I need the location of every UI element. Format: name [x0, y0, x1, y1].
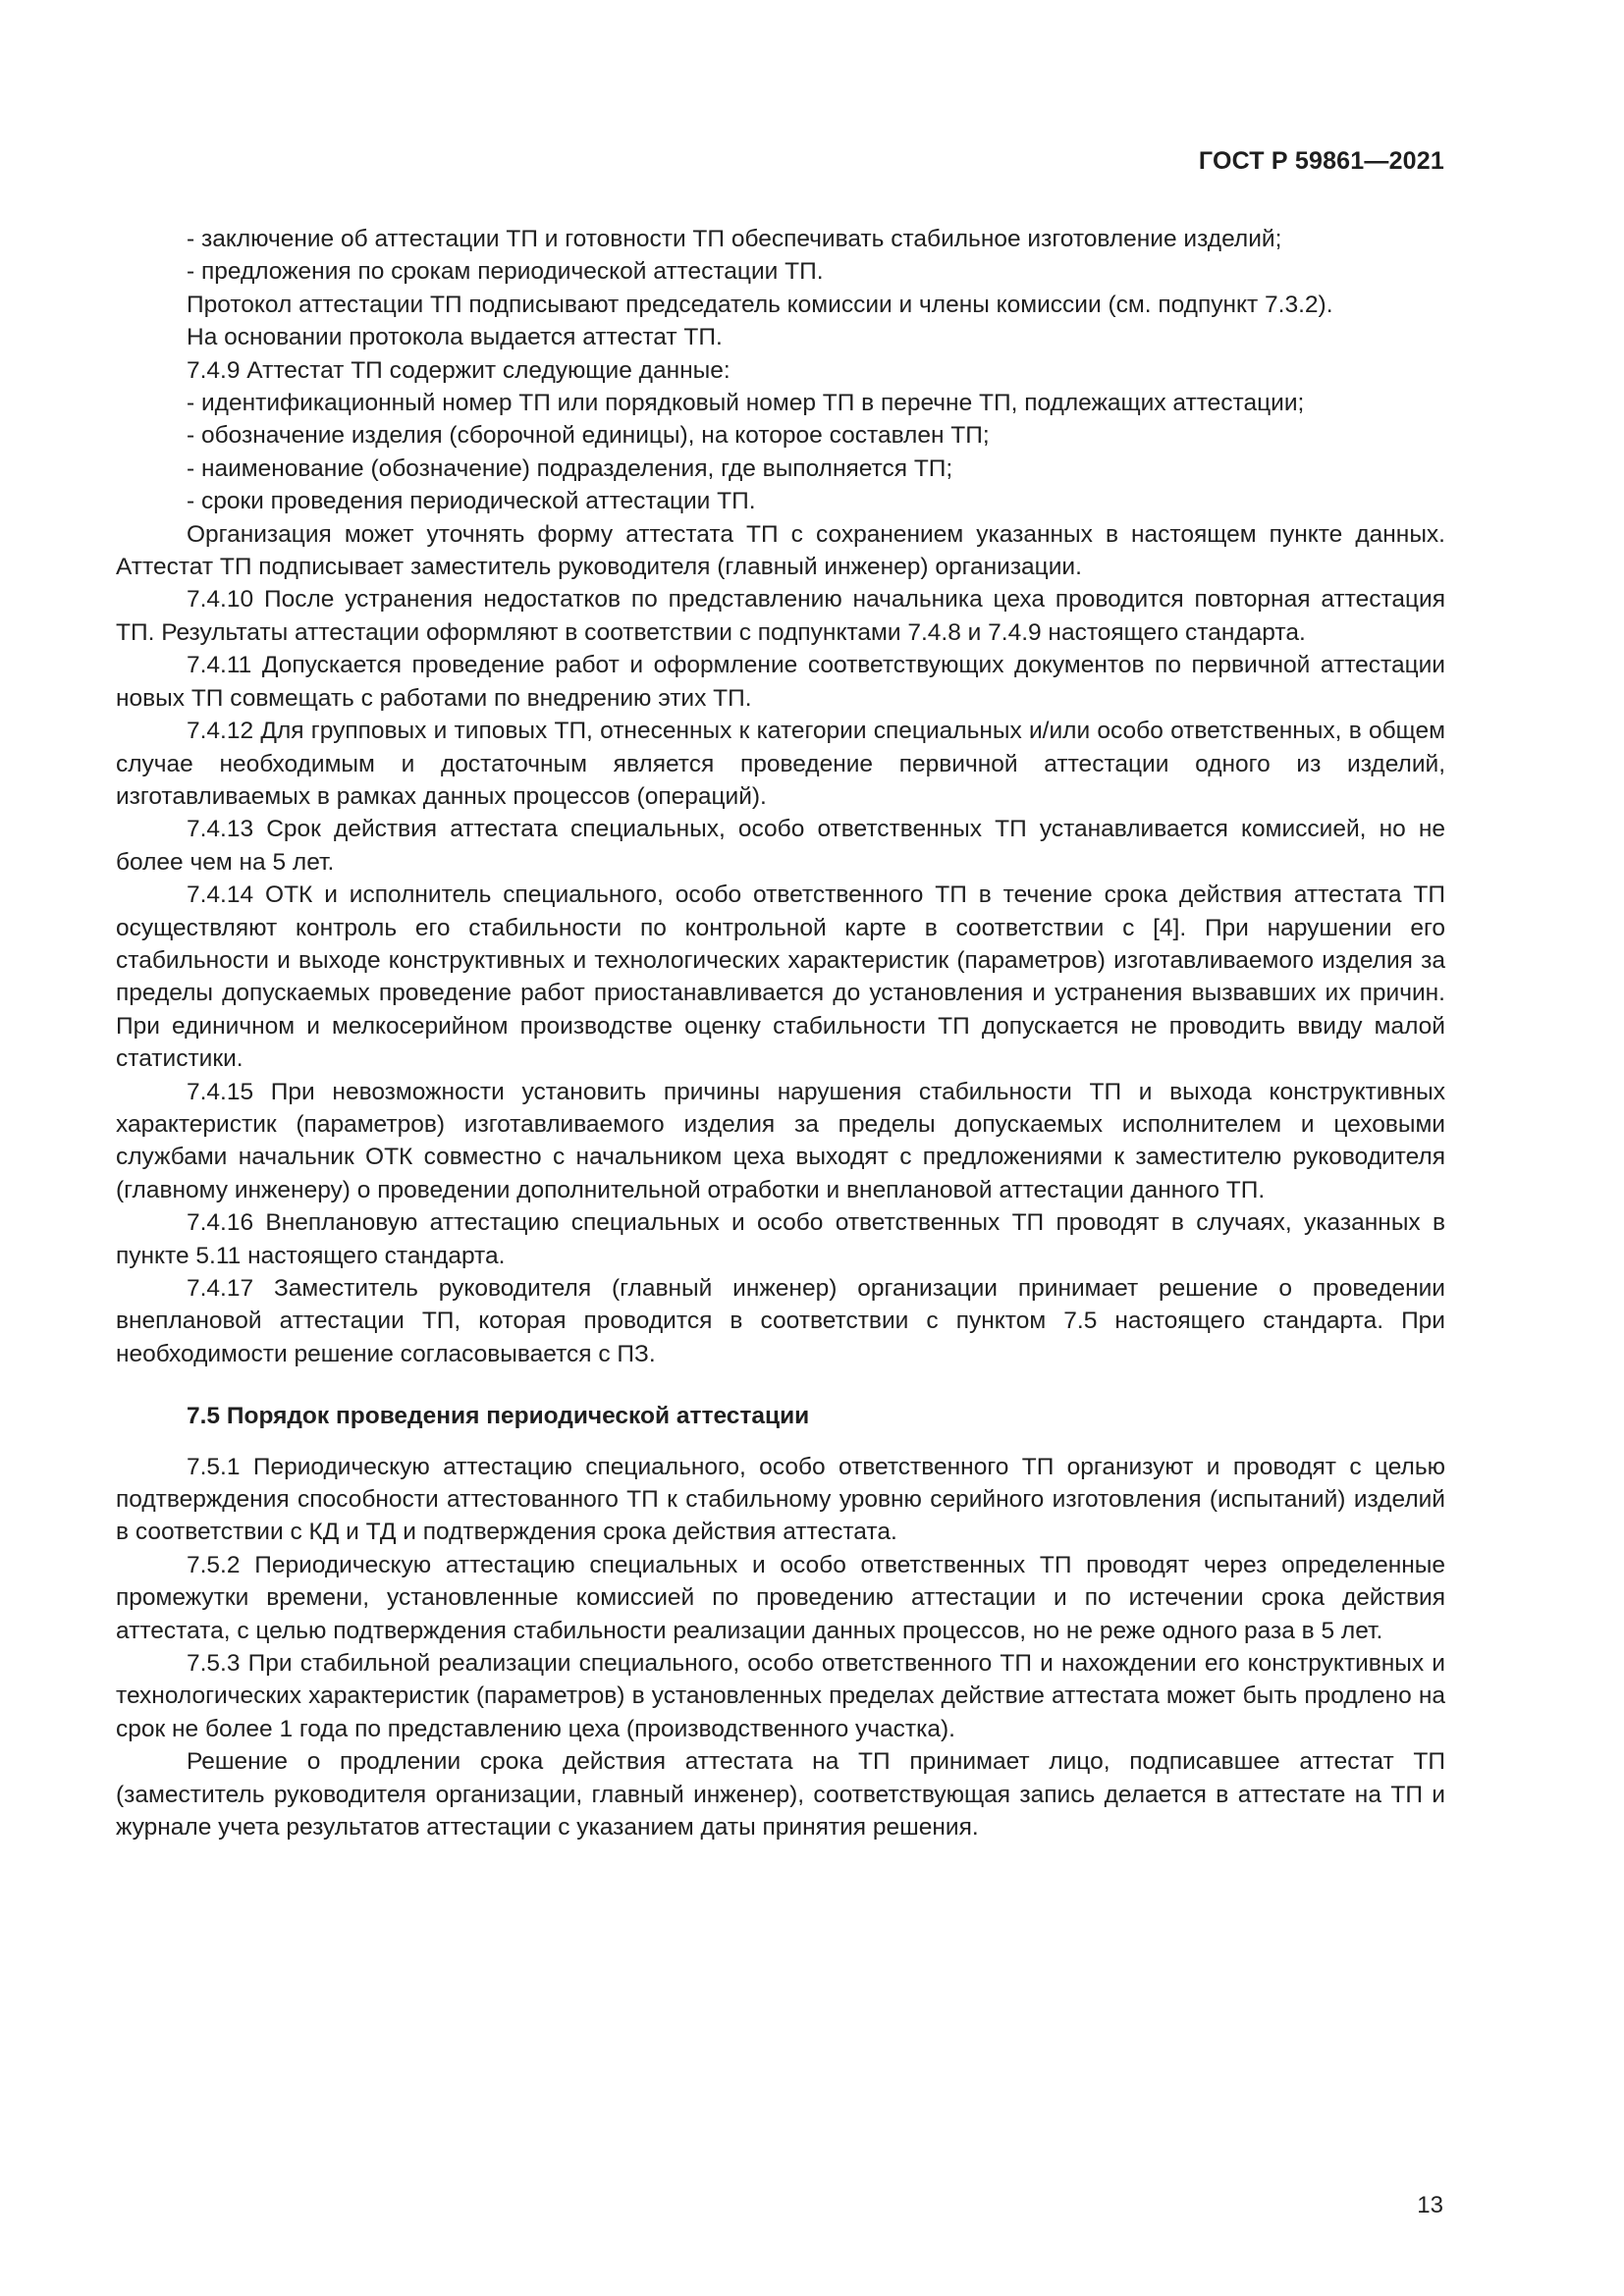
- paragraph: 7.4.12 Для групповых и типовых ТП, отнесенных к категории специальных и/или особо ответственных, в общем случае необходимым и достаточным является проведение первичной аттестации одного из изделий, изготавливаемых в рамках данных процессов (операций).: [116, 718, 1445, 810]
- list-item: - заключение об аттестации ТП и готовности ТП обеспечивать стабильное изготовление изделий;: [187, 226, 1282, 252]
- paragraph: Решение о продлении срока действия аттестата на ТП принимает лицо, подписавшее аттестат ТП (заместитель руководителя организации, главный инженер), соответствующая запись делается в аттестате на ТП и журнале учета результатов аттестации с указанием даты принятия решения.: [116, 1748, 1445, 1842]
- section-heading: 7.5 Порядок проведения периодической аттестации: [187, 1403, 810, 1430]
- paragraph: 7.4.16 Внеплановую аттестацию специальных и особо ответственных ТП проводят в случаях, указанных в пункте 5.11 настоящего стандарта.: [116, 1209, 1445, 1269]
- document-header: ГОСТ Р 59861—2021: [1198, 147, 1444, 175]
- paragraph: 7.4.15 При невозможности установить причины нарушения стабильности ТП и выхода конструктивных характеристик (параметров) изготавливаемого изделия за пределы допускаемых исполнителем и цеховыми службами начальник ОТК совместно с начальником цеха выходят с предложениями к заместителю руководителя (главному инженеру) о проведении дополнительной отработки и внеплановой аттестации данного ТП.: [116, 1078, 1445, 1203]
- paragraph: 7.4.13 Срок действия аттестата специальных, особо ответственных ТП устанавливается комиссией, но не более чем на 5 лет.: [116, 816, 1445, 876]
- paragraph: 7.5.3 При стабильной реализации специального, особо ответственного ТП и нахождении его конструктивных и технологических характеристик (параметров) в установленных пределах действие аттестата может быть продлено на срок не более 1 года по представлению цеха (производственного участка).: [116, 1650, 1445, 1742]
- paragraph: 7.4.14 ОТК и исполнитель специального, особо ответственного ТП в течение срока действия аттестата ТП осуществляют контроль его стабильности по контрольной карте в соответствии с [4]. При нарушении его стабильности и выходе конструктивных и технологических характеристик (параметров) изготавливаемого изделия за пределы допускаемых проведение работ приостанавливается до установления и устранения вызвавших их причин. При единичном и мелкосерийном производстве оценку стабильности ТП допускается не проводить ввиду малой статистики.: [116, 881, 1445, 1073]
- paragraph: 7.5.2 Периодическую аттестацию специальных и особо ответственных ТП проводят через определенные промежутки времени, установленные комиссией по проведению аттестации и по истечении срока действия аттестата, с целью подтверждения стабильности реализации данных процессов, но не реже одного раза в 5 лет.: [116, 1551, 1445, 1644]
- list-item: - идентификационный номер ТП или порядковый номер ТП в перечне ТП, подлежащих аттестации;: [187, 390, 1305, 417]
- paragraph: 7.4.17 Заместитель руководителя (главный инженер) организации принимает решение о проведении внеплановой аттестации ТП, которая проводится в соответствии с пунктом 7.5 настоящего стандарта. При необходимости решение согласовывается с ПЗ.: [116, 1275, 1445, 1367]
- list-item: - обозначение изделия (сборочной единицы), на которое составлен ТП;: [187, 422, 990, 450]
- paragraph: Организация может уточнять форму аттестата ТП с сохранением указанных в настоящем пункте данных. Аттестат ТП подписывает заместитель руководителя (главный инженер) организации.: [116, 520, 1445, 581]
- page-number: 13: [1417, 2192, 1443, 2218]
- paragraph: 7.5.1 Периодическую аттестацию специального, особо ответственного ТП организуют и проводят с целью подтверждения способности аттестованного ТП к стабильному уровню серийного изготовления (испытаний) изделий в соответствии с КД и ТД и подтверждения срока действия аттестата.: [116, 1453, 1445, 1546]
- paragraph: 7.4.9 Аттестат ТП содержит следующие данные:: [187, 356, 731, 384]
- paragraph: На основании протокола выдается аттестат ТП.: [187, 324, 723, 351]
- document-body: [116, 223, 1445, 1844]
- paragraph: Протокол аттестации ТП подписывают председатель комиссии и члены комиссии (см. подпункт 7.3.2).: [187, 291, 1333, 318]
- list-item: - сроки проведения периодической аттестации ТП.: [187, 488, 756, 515]
- paragraph: 7.4.10 После устранения недостатков по представлению начальника цеха проводится повторная аттестация ТП. Результаты аттестации оформляют в соответствии с подпунктами 7.4.8 и 7.4.9 настоящего стандарта.: [116, 586, 1445, 646]
- list-item: - предложения по срокам периодической аттестации ТП.: [187, 258, 824, 286]
- list-item: - наименование (обозначение) подразделения, где выполняется ТП;: [187, 454, 953, 482]
- paragraph: 7.4.11 Допускается проведение работ и оформление соответствующих документов по первичной аттестации новых ТП совмещать с работами по внедрению этих ТП.: [116, 652, 1445, 712]
